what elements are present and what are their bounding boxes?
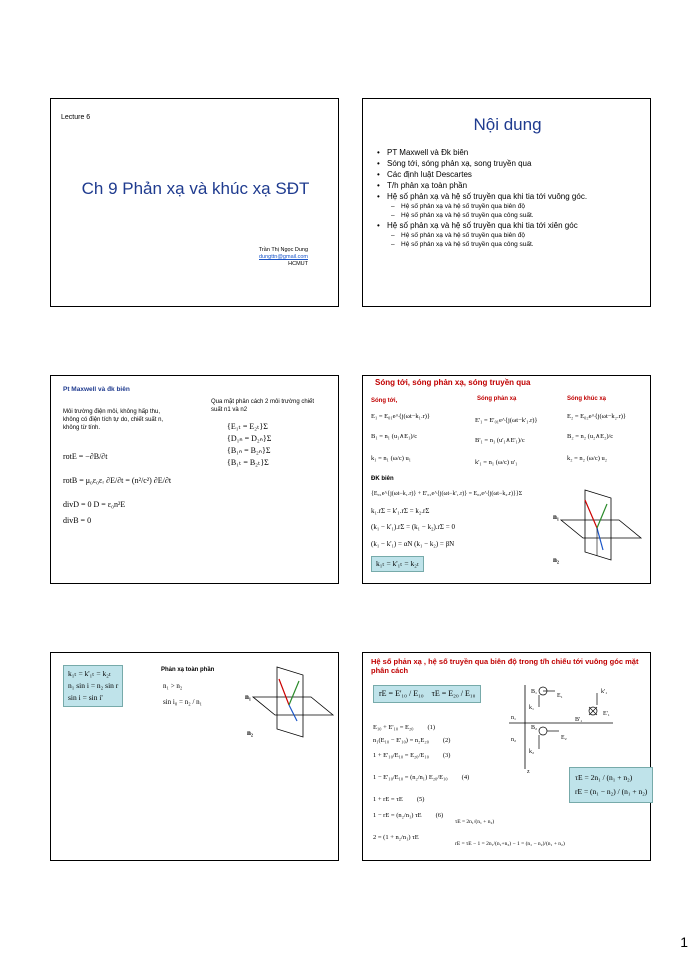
diagram-label: z	[527, 769, 530, 775]
boundary-intro: Qua mặt phân cách 2 môi trường chiết suất n1 và n2	[211, 399, 315, 413]
n1-label: n₁	[553, 513, 559, 521]
contents-item	[375, 220, 647, 231]
contents-item	[375, 158, 647, 169]
diagram-label: n₂	[511, 737, 517, 743]
contents-list	[375, 147, 647, 249]
derivation-eq-number: (6)	[435, 812, 444, 819]
derivation-eq	[373, 811, 443, 821]
tangential-k-box: k₁ₜ = k'₁ₜ = k₂ₜ	[371, 556, 424, 572]
result-box	[569, 767, 653, 803]
refracted-eq-2: B₂ = n₂ (u₂∧E₂)/c	[567, 433, 614, 440]
critical-angle-eq: sin i₀ = n₂ / n₁	[163, 698, 203, 706]
derivation-eq-text: 1 + rE = τE	[373, 796, 403, 803]
tir-condition: n₁ > n₂	[163, 682, 183, 690]
derivation-eq	[373, 795, 424, 805]
normal-incidence-diagram	[503, 681, 643, 775]
diagram-labels	[511, 689, 610, 775]
incident-eq-3: k₁ = n₁ (ω/c) u₁	[371, 455, 412, 462]
tir-refracted-ray	[289, 705, 297, 721]
tir-n2-label: n₂	[247, 729, 253, 737]
school-name: HCMUT	[288, 261, 308, 267]
contents-item	[375, 169, 647, 180]
derivation-eq-text: 1 − E'₁₀/E₁₀ = (n₂/n₁) E₂₀/E₁₀	[373, 774, 448, 781]
page-number: 1	[680, 934, 688, 950]
boundary-eq-1: {E₁ₜ = E₂ₜ}Σ	[227, 422, 268, 431]
contents-item-text: Các định luật Descartes	[387, 170, 472, 179]
medium-description: Môi trường điện môi, không hấp thu, không có điện tích tự do, chiết suất n, không từ tính.	[63, 409, 164, 431]
boundary-cond-3: (k₁ − k'₁).rΣ = (k₁ − k₂).rΣ = 0	[371, 523, 455, 531]
slide-1	[50, 98, 339, 307]
diagram-label: E₁	[557, 693, 563, 699]
diagram-label: k₁	[529, 705, 535, 711]
refracted-eq-1: E₂ = E₀₂e^{j(ωt−k₂.r)}	[567, 413, 627, 420]
refracted-ray	[597, 528, 603, 550]
contents-sublist	[375, 202, 647, 220]
slide-2-title: Nội dung	[473, 115, 542, 134]
derivation-eq-number: (4)	[461, 774, 470, 781]
slide-4-title: Sóng tới, sóng phản xạ, sóng truyền qua	[375, 378, 531, 387]
t-final: τE = 2n₁ / (n₁ + n₂)	[575, 773, 633, 782]
contents-item-text: Hệ số phản xạ và hệ số truyền qua khi tia tới vuông góc.	[387, 192, 588, 201]
reflected-eq-3: k'₁ = n₁ (ω/c) u'₁	[475, 459, 518, 466]
n2-label: n₂	[553, 556, 559, 564]
refracted-eq-3: k₂ = n₂ (ω/c) u₂	[567, 455, 608, 462]
reflected-eq-1: E'₁ = E'₀₁e^{j(ωt−k'₁.r)}	[475, 417, 538, 424]
boundary-eq-4: {B₁ₜ = B₂ₜ}Σ	[227, 458, 269, 467]
reflected-heading: Sóng phản xạ	[477, 396, 517, 402]
reflected-eq-2: B'₁ = n₁ (u'₁∧E'₁)/c	[475, 437, 525, 444]
author-name: Trần Thị Ngọc Dung	[258, 247, 308, 253]
diagram-label: E'₁	[603, 711, 610, 717]
derivation-eq	[373, 723, 435, 733]
diagram-label: n₁	[511, 715, 517, 721]
slide-6	[362, 652, 651, 861]
derivation-eq-text: 1 − rE = (n₂/n₁) τE	[373, 812, 422, 819]
snell-eq-1: k₁ₜ = k'₁ₜ = k₂ₜ	[68, 669, 112, 678]
slide-3	[50, 375, 339, 584]
derivation-eq-number: (1)	[427, 724, 436, 731]
interface-plane	[561, 520, 641, 538]
author-email[interactable]: dungttn@gmail.com	[259, 254, 308, 260]
derivation-eq	[373, 833, 433, 843]
contents-item	[375, 180, 647, 191]
snell-box	[63, 665, 123, 707]
tir-incident-ray	[279, 679, 289, 705]
boundary-label: ĐK biên	[371, 476, 394, 482]
maxwell-eq-1: rotE = −∂B/∂t	[63, 452, 108, 461]
t-result: τE = 2n₁/(n₁ + n₂)	[455, 819, 495, 825]
contents-sublist	[375, 231, 647, 249]
t-def: τE = E₂₀ / E₁₀	[431, 689, 476, 698]
derivation-eq-number: (2)	[442, 737, 451, 744]
derivation-eq-number: (3)	[442, 752, 451, 759]
interface-diagram	[549, 486, 649, 566]
contents-item-text: PT Maxwell và Đk biên	[387, 148, 469, 157]
refracted-heading: Sóng khúc xạ	[567, 396, 607, 402]
contents-subitem: – Hệ số phản xạ và hệ số truyền qua công suất.	[375, 240, 647, 249]
coeff-def-box	[373, 685, 481, 703]
maxwell-eq-3: divD = 0 D = ε₀n²E	[63, 500, 126, 509]
derivation-eq-text: E₁₀ + E'₁₀ = E₂₀	[373, 724, 414, 731]
b2-dot-icon	[539, 727, 547, 735]
boundary-cond-1: {E₀₁e^{j(ωt−k₁.r)} + E'₀₁e^{j(ωt−k'₁.r)} = E₀₂e^{j(ωt−k₂.r)}}Σ	[371, 491, 523, 497]
maxwell-eq-2: rotB = μ₀ε₀εᵣ ∂E/∂t = (n²/c²) ∂E/∂t	[63, 476, 172, 485]
derivation-eq	[373, 736, 450, 746]
derivation-eq-text: n₁(E₁₀ − E'₁₀) = n₂E₂₀	[373, 737, 429, 744]
derivation-eq-text: 1 + E'₁₀/E₁₀ = E₂₀/E₁₀	[373, 752, 429, 759]
tir-n1-label: n₁	[245, 693, 251, 701]
snell-eq-2: n₁ sin i = n₂ sin r	[68, 681, 119, 690]
lecture-label: Lecture 6	[61, 114, 91, 121]
diagram-label: B₂	[531, 725, 538, 731]
incident-heading: Sóng tới,	[371, 398, 398, 404]
derivation-eq-text: 2 = (1 + n₂/n₁) τE	[373, 834, 419, 841]
slide-1-title: Ch 9 Phản xạ và khúc xạ SĐT	[81, 179, 310, 198]
contents-item-text: T/h phản xạ toàn phần	[387, 181, 468, 190]
snell-eq-3: sin i = sin i'	[68, 693, 103, 702]
maxwell-eq-4: divB = 0	[63, 516, 92, 525]
contents-subitem: – Hệ số phản xạ và hệ số truyền qua biên độ	[375, 231, 647, 240]
slide-4	[362, 375, 651, 584]
tir-diagram	[245, 663, 335, 743]
reflected-ray	[597, 504, 607, 528]
diagram-label: k₂	[529, 749, 535, 755]
derivation-eq	[373, 751, 450, 761]
slide-5-title: Phản xạ toàn phần	[161, 667, 215, 673]
slide-5	[50, 652, 339, 861]
boundary-cond-4: (k₁ − k'₁) = αN (k₁ − k₂) = βN	[371, 540, 455, 548]
author-block	[259, 247, 308, 268]
contents-item-text: Sóng tới, sóng phản xạ, song truyền qua	[387, 159, 532, 168]
tir-reflected-ray	[289, 681, 299, 705]
r-def: rE = E'₁₀ / E₁₀	[379, 689, 424, 698]
contents-item-text: Hệ số phản xạ và hệ số truyền qua khi tia tới xiên góc	[387, 221, 578, 230]
diagram-label: k'₁	[601, 689, 608, 695]
diagram-label: E₂	[561, 735, 567, 741]
derivation-eq	[373, 773, 469, 783]
contents-item	[375, 147, 647, 158]
diagram-label: B₁	[531, 689, 538, 695]
boundary-eq-3: {B₁ₙ = B₂ₙ}Σ	[227, 446, 271, 455]
r-final: rE = (n₁ − n₂) / (n₁ + n₂)	[575, 787, 648, 796]
slide-3-title: Pt Maxwell và đk biên	[63, 386, 130, 393]
slide-6-title: Hệ số phản xạ , hệ số truyền qua biên độ trong t/h chiếu tới vuông góc mặt phân cách	[371, 657, 639, 675]
derivation-eq-number: (5)	[416, 796, 425, 803]
boundary-eq-2: {D₁ₙ = D₂ₙ}Σ	[227, 434, 272, 443]
r-derivation: rE = τE − 1 = 2n₁/(n₁+n₂) − 1 = (n₁ − n₂)/(n₁ + n₂)	[455, 841, 565, 847]
diagram-label: B'₁	[575, 717, 583, 723]
incident-eq-1: E₁ = E₀₁e^{j(ωt−k₁.r)}	[371, 413, 431, 420]
contents-subitem: – Hệ số phản xạ và hệ số truyền qua công suất.	[375, 211, 647, 220]
slide-2	[362, 98, 651, 307]
incident-eq-2: B₁ = n₁ (u₁∧E₁)/c	[371, 433, 418, 440]
contents-item	[375, 191, 647, 202]
contents-list-wrap	[375, 147, 647, 249]
incident-ray	[585, 500, 597, 528]
contents-subitem: – Hệ số phản xạ và hệ số truyền qua biên độ	[375, 202, 647, 211]
boundary-cond-2: k₁.rΣ = k'₁.rΣ = k₂.rΣ	[371, 507, 430, 515]
